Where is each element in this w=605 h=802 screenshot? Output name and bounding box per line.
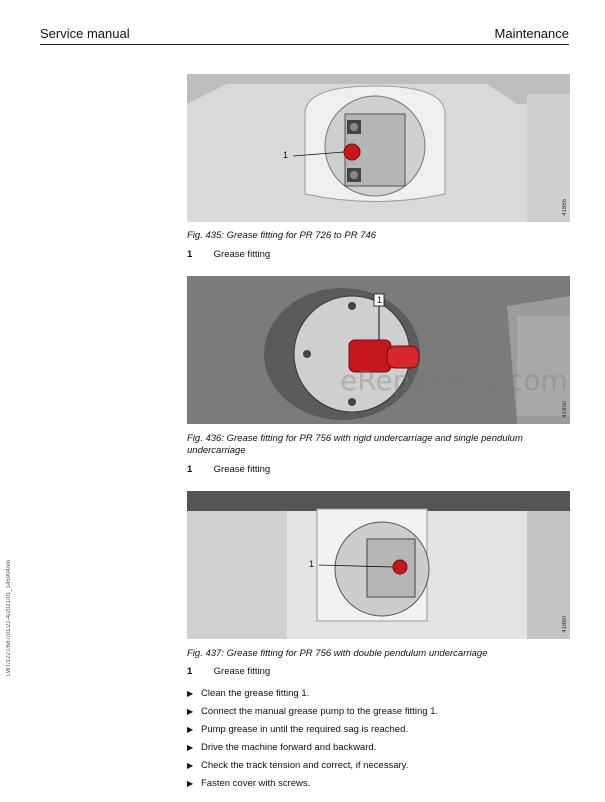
header-right: Maintenance [494, 26, 569, 41]
figure-437-legend [187, 666, 270, 677]
figure-437-callout: 1 [309, 559, 315, 569]
step-item [187, 720, 577, 738]
figure-436-image [187, 276, 570, 424]
arrow-icon: ▶ [187, 706, 194, 716]
step-item [187, 774, 577, 792]
step-text: Connect the manual grease pump to the grease fitting 1. [201, 705, 439, 717]
watermark-sub: watermark only on this sample [370, 412, 506, 423]
figure-437-image [187, 491, 570, 639]
step-item [187, 756, 577, 774]
figure-435-caption: Fig. 435: Grease fitting for PR 726 to PR 746 [187, 230, 377, 241]
legend-number: 1 [187, 666, 193, 677]
arrow-icon: ▶ [187, 778, 194, 788]
arrow-icon: ▶ [187, 688, 194, 698]
figure-435-legend [187, 249, 270, 260]
step-text: Fasten cover with screws. [201, 777, 311, 789]
figure-436-legend [187, 464, 270, 475]
step-item [187, 738, 577, 756]
legend-number: 1 [187, 249, 193, 260]
procedure-steps [187, 684, 577, 792]
figure-435-callout: 1 [283, 150, 289, 160]
step-item [187, 684, 577, 702]
step-item [187, 702, 577, 720]
page-header [40, 26, 569, 45]
figure-436-callout: 1 [377, 295, 383, 305]
header-left: Service manual [40, 26, 130, 41]
document-side-code: LWT/1227/687/01/21-4/2021/01_145904/en [6, 560, 12, 676]
arrow-icon: ▶ [187, 760, 194, 770]
legend-number: 1 [187, 464, 193, 475]
figure-436-caption: Fig. 436: Grease fitting for PR 756 with rigid undercarriage and single pendulum undercarriage [187, 433, 523, 456]
arrow-icon: ▶ [187, 742, 194, 752]
figure-437-id: 41860 [562, 616, 568, 633]
arrow-icon: ▶ [187, 724, 194, 734]
figure-437-caption: Fig. 437: Grease fitting for PR 756 with double pendulum undercarriage [187, 648, 488, 659]
legend-label: Grease fitting [213, 666, 271, 677]
figure-436-id: 41850 [562, 401, 568, 418]
step-text: Drive the machine forward and backward. [201, 741, 377, 753]
step-text: Pump grease in until the required sag is reached. [201, 723, 409, 735]
legend-label: Grease fitting [213, 249, 271, 260]
step-text: Check the track tension and correct, if necessary. [201, 759, 409, 771]
figure-435-image [187, 74, 570, 222]
figure-435-id: 41865 [562, 199, 568, 216]
step-text: Clean the grease fitting 1. [201, 687, 310, 699]
watermark: eRepairinfo.com [340, 364, 568, 397]
legend-label: Grease fitting [213, 464, 271, 475]
